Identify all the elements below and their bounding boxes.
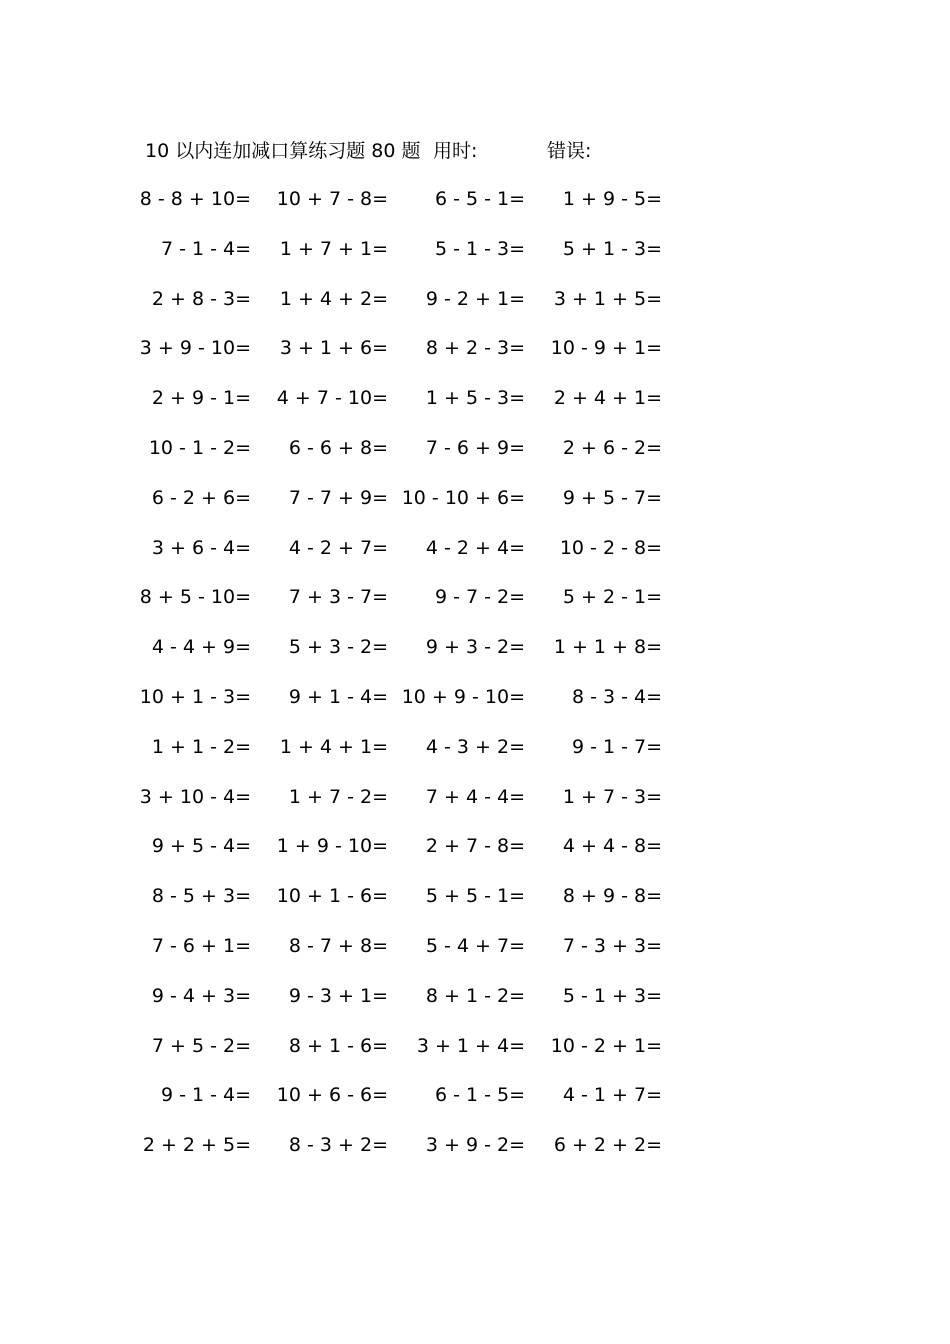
arithmetic-problem: 9 - 1 - 7= xyxy=(571,735,662,758)
arithmetic-problem: 1 + 7 - 2= xyxy=(288,785,388,808)
arithmetic-problem: 1 + 1 - 2= xyxy=(151,735,251,758)
arithmetic-problem: 4 + 7 - 10= xyxy=(276,387,388,410)
arithmetic-problem: 7 - 3 + 3= xyxy=(562,934,662,957)
arithmetic-problem: 8 - 7 + 8= xyxy=(288,934,388,957)
arithmetic-problem: 5 + 3 - 2= xyxy=(288,636,388,659)
arithmetic-problem: 7 + 3 - 7= xyxy=(288,586,388,609)
arithmetic-problem: 3 + 10 - 4= xyxy=(139,785,251,808)
arithmetic-problem: 6 - 5 - 1= xyxy=(434,188,525,210)
arithmetic-problem: 1 + 5 - 3= xyxy=(425,387,525,410)
arithmetic-problem: 10 - 9 + 1= xyxy=(550,337,662,360)
arithmetic-problem: 4 - 3 + 2= xyxy=(425,735,525,758)
problem-row xyxy=(0,1132,950,1182)
problem-row xyxy=(0,634,950,684)
problem-row xyxy=(0,385,950,435)
problem-row xyxy=(0,883,950,933)
arithmetic-problem: 6 - 1 - 5= xyxy=(434,1084,525,1107)
arithmetic-problem: 9 + 5 - 7= xyxy=(562,486,662,509)
arithmetic-problem: 4 + 4 - 8= xyxy=(562,835,662,858)
arithmetic-problem: 5 + 1 - 3= xyxy=(562,237,662,260)
error-count-label: 错误: xyxy=(547,140,592,162)
arithmetic-problem: 10 + 9 - 10= xyxy=(401,685,525,708)
problem-row xyxy=(0,485,950,535)
time-used-label: 用时: xyxy=(433,140,478,162)
problem-row xyxy=(0,1033,950,1083)
arithmetic-problem: 2 + 2 + 5= xyxy=(142,1134,251,1157)
arithmetic-problem: 4 - 2 + 7= xyxy=(288,536,388,559)
problem-row xyxy=(0,186,950,236)
problem-row xyxy=(0,784,950,834)
arithmetic-problem: 10 - 2 - 8= xyxy=(559,536,662,559)
arithmetic-problem: 7 - 7 + 9= xyxy=(288,486,388,509)
arithmetic-problem: 4 - 2 + 4= xyxy=(425,536,525,559)
arithmetic-problem: 10 + 6 - 6= xyxy=(276,1084,388,1107)
arithmetic-problem: 2 + 6 - 2= xyxy=(562,436,662,459)
arithmetic-problem: 7 - 6 + 9= xyxy=(425,436,525,459)
arithmetic-problem: 7 + 4 - 4= xyxy=(425,785,525,808)
arithmetic-problem: 9 - 4 + 3= xyxy=(151,984,251,1007)
arithmetic-problem: 3 + 1 + 4= xyxy=(416,1034,525,1057)
arithmetic-problem: 4 - 1 + 7= xyxy=(562,1084,662,1107)
problem-row xyxy=(0,1082,950,1132)
arithmetic-problem: 7 + 5 - 2= xyxy=(151,1034,251,1057)
problem-row xyxy=(0,535,950,585)
problem-grid xyxy=(0,186,950,1182)
arithmetic-problem: 3 + 6 - 4= xyxy=(151,536,251,559)
arithmetic-problem: 5 - 1 - 3= xyxy=(434,237,525,260)
problem-row xyxy=(0,286,950,336)
arithmetic-problem: 5 + 2 - 1= xyxy=(562,586,662,609)
problem-row xyxy=(0,435,950,485)
arithmetic-problem: 1 + 7 - 3= xyxy=(562,785,662,808)
arithmetic-problem: 10 + 1 - 6= xyxy=(276,885,388,908)
arithmetic-problem: 6 - 2 + 6= xyxy=(151,486,251,509)
arithmetic-problem: 9 - 3 + 1= xyxy=(288,984,388,1007)
arithmetic-problem: 8 - 3 + 2= xyxy=(288,1134,388,1157)
arithmetic-problem: 6 + 2 + 2= xyxy=(553,1134,662,1157)
problem-row xyxy=(0,833,950,883)
arithmetic-problem: 8 + 2 - 3= xyxy=(425,337,525,360)
arithmetic-problem: 3 + 1 + 6= xyxy=(279,337,388,360)
arithmetic-problem: 9 + 3 - 2= xyxy=(425,636,525,659)
arithmetic-problem: 10 - 2 + 1= xyxy=(550,1034,662,1057)
problem-row xyxy=(0,734,950,784)
arithmetic-problem: 8 + 1 - 2= xyxy=(425,984,525,1007)
arithmetic-problem: 1 + 4 + 2= xyxy=(279,287,388,310)
arithmetic-problem: 7 - 1 - 4= xyxy=(160,237,251,260)
arithmetic-problem: 5 - 4 + 7= xyxy=(425,934,525,957)
arithmetic-problem: 9 - 1 - 4= xyxy=(160,1084,251,1107)
arithmetic-problem: 10 - 10 + 6= xyxy=(401,486,525,509)
problem-row xyxy=(0,236,950,286)
arithmetic-problem: 5 - 1 + 3= xyxy=(562,984,662,1007)
arithmetic-problem: 10 - 1 - 2= xyxy=(148,436,251,459)
arithmetic-problem: 8 - 3 - 4= xyxy=(571,685,662,708)
arithmetic-problem: 8 - 5 + 3= xyxy=(151,885,251,908)
arithmetic-problem: 1 + 7 + 1= xyxy=(279,237,388,260)
arithmetic-problem: 8 + 1 - 6= xyxy=(288,1034,388,1057)
arithmetic-problem: 9 - 7 - 2= xyxy=(434,586,525,609)
arithmetic-problem: 3 + 1 + 5= xyxy=(553,287,662,310)
worksheet-title: 10 以内连加减口算练习题 80 题 xyxy=(145,140,421,162)
arithmetic-problem: 1 + 9 - 10= xyxy=(276,835,388,858)
arithmetic-problem: 2 + 9 - 1= xyxy=(151,387,251,410)
arithmetic-problem: 2 + 7 - 8= xyxy=(425,835,525,858)
problem-row xyxy=(0,684,950,734)
arithmetic-problem: 4 - 4 + 9= xyxy=(151,636,251,659)
arithmetic-problem: 9 - 2 + 1= xyxy=(425,287,525,310)
arithmetic-problem: 5 + 5 - 1= xyxy=(425,885,525,908)
arithmetic-problem: 3 + 9 - 2= xyxy=(425,1134,525,1157)
arithmetic-problem: 1 + 1 + 8= xyxy=(553,636,662,659)
arithmetic-problem: 1 + 4 + 1= xyxy=(279,735,388,758)
arithmetic-problem: 7 - 6 + 1= xyxy=(151,934,251,957)
arithmetic-problem: 8 - 8 + 10= xyxy=(139,188,251,210)
arithmetic-problem: 8 + 5 - 10= xyxy=(139,586,251,609)
arithmetic-problem: 3 + 9 - 10= xyxy=(139,337,251,360)
arithmetic-problem: 10 + 1 - 3= xyxy=(139,685,251,708)
problem-row xyxy=(0,335,950,385)
arithmetic-problem: 8 + 9 - 8= xyxy=(562,885,662,908)
problem-row xyxy=(0,983,950,1033)
arithmetic-problem: 9 + 1 - 4= xyxy=(288,685,388,708)
arithmetic-problem: 2 + 8 - 3= xyxy=(151,287,251,310)
arithmetic-problem: 9 + 5 - 4= xyxy=(151,835,251,858)
problem-row xyxy=(0,933,950,983)
arithmetic-problem: 1 + 9 - 5= xyxy=(562,188,662,210)
arithmetic-problem: 10 + 7 - 8= xyxy=(276,188,388,210)
arithmetic-problem: 2 + 4 + 1= xyxy=(553,387,662,410)
arithmetic-problem: 6 - 6 + 8= xyxy=(288,436,388,459)
problem-row xyxy=(0,584,950,634)
